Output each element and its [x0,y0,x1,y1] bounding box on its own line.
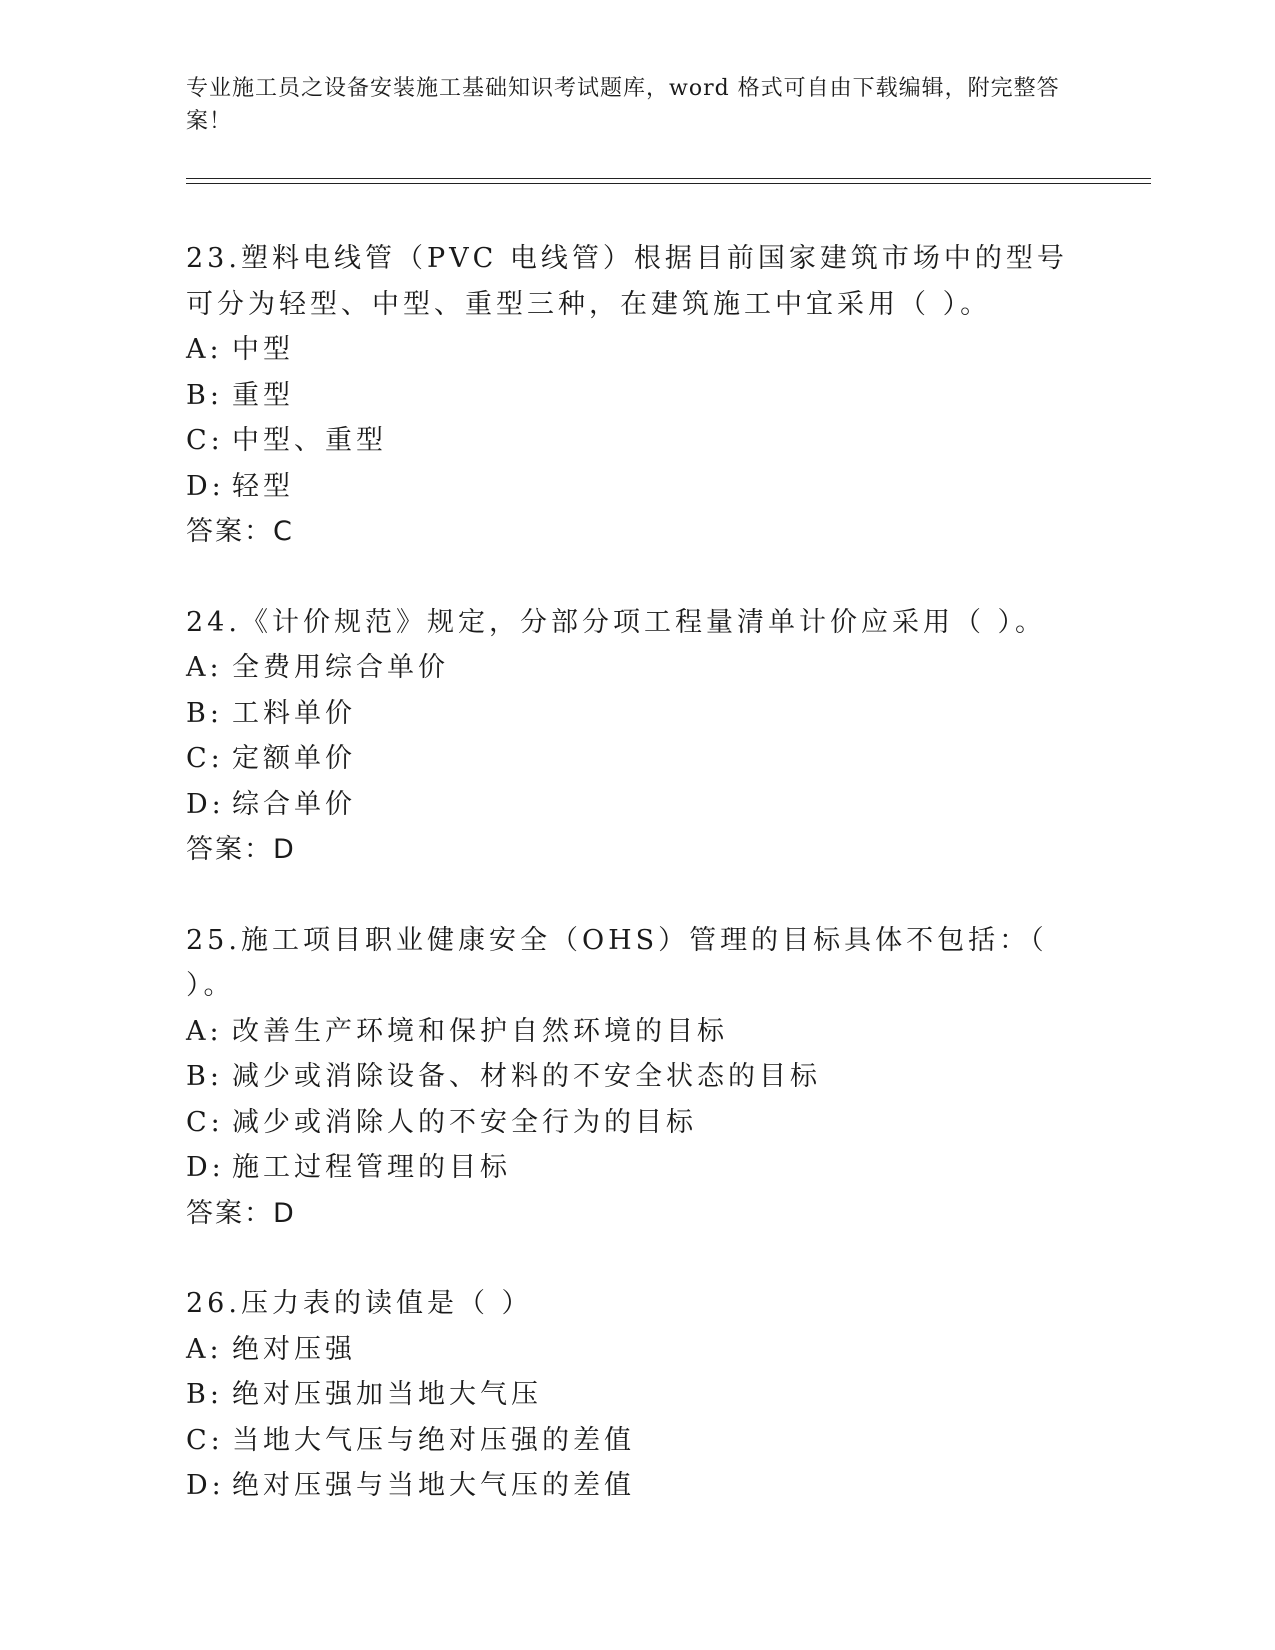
question-stem: 24.《计价规范》规定，分部分项工程量清单计价应采用（ ）。 [186,606,1047,638]
option-key: C: [186,743,224,774]
question-24 [186,600,1086,873]
question-stem: 25.施工项目职业健康安全（OHS）管理的目标具体不包括：（ ）。 [186,924,1061,1001]
option-d [186,1145,1086,1191]
option-text: 综合单价 [232,788,356,820]
option-c [186,1100,1086,1146]
option-key: D: [186,470,225,502]
option-b [186,1054,1086,1100]
option-d [186,464,1086,510]
option-c [186,418,1086,464]
option-key: D: [186,788,225,820]
question-26 [186,1281,1086,1509]
option-text: 绝对压强 [232,1333,356,1365]
document-header: 专业施工员之设备安装施工基础知识考试题库，word 格式可自由下载编辑，附完整答案！ [186,76,1060,134]
header-rule-top [186,178,1151,179]
option-text: 全费用综合单价 [232,652,449,683]
option-text: 改善生产环境和保护自然环境的目标 [232,1015,728,1047]
option-text: 重型 [232,379,294,411]
option-text: 减少或消除设备、材料的不安全状态的目标 [232,1061,821,1092]
option-a [186,1327,1086,1373]
option-text: 绝对压强与当地大气压的差值 [232,1470,635,1501]
option-d [186,782,1086,828]
option-a [186,645,1086,691]
option-key: C: [186,1106,224,1138]
option-a [186,1009,1086,1055]
header-rule-bottom [186,183,1151,184]
option-text: 工料单价 [232,697,356,729]
question-list [186,236,1086,1554]
option-key: A: [186,1015,223,1047]
option-key: B: [186,1061,223,1092]
option-key: A: [186,652,223,683]
option-c [186,1418,1086,1464]
option-text: 中型、重型 [232,425,387,456]
option-key: D: [186,1152,225,1183]
option-b [186,1372,1086,1418]
question-stem: 23.塑料电线管（PVC 电线管）根据目前国家建筑市场中的型号可分为轻型、中型、重型三种，在建筑施工中宜采用（ ）。 [186,243,1068,320]
option-text: 绝对压强加当地大气压 [232,1379,542,1410]
option-a [186,327,1086,373]
option-b [186,691,1086,737]
option-text: 减少或消除人的不安全行为的目标 [232,1106,697,1138]
question-stem: 26.压力表的读值是（ ） [186,1288,533,1319]
option-key: A: [186,334,223,365]
question-25 [186,918,1086,1237]
option-key: B: [186,379,223,411]
option-key: D: [186,1470,225,1501]
option-text: 轻型 [232,470,294,502]
option-text: 中型 [232,334,294,365]
option-key: A: [186,1333,223,1365]
option-d [186,1463,1086,1509]
option-key: B: [186,1379,223,1410]
option-key: C: [186,425,224,456]
answer-line: 答案：C [186,516,294,547]
option-key: B: [186,697,223,729]
option-text: 定额单价 [232,743,356,774]
option-b [186,373,1086,419]
question-23 [186,236,1086,555]
option-c [186,736,1086,782]
option-text: 当地大气压与绝对压强的差值 [232,1424,635,1456]
answer-line: 答案：D [186,1197,296,1229]
option-key: C: [186,1424,224,1456]
answer-line: 答案：D [186,834,296,865]
option-text: 施工过程管理的目标 [232,1152,511,1183]
